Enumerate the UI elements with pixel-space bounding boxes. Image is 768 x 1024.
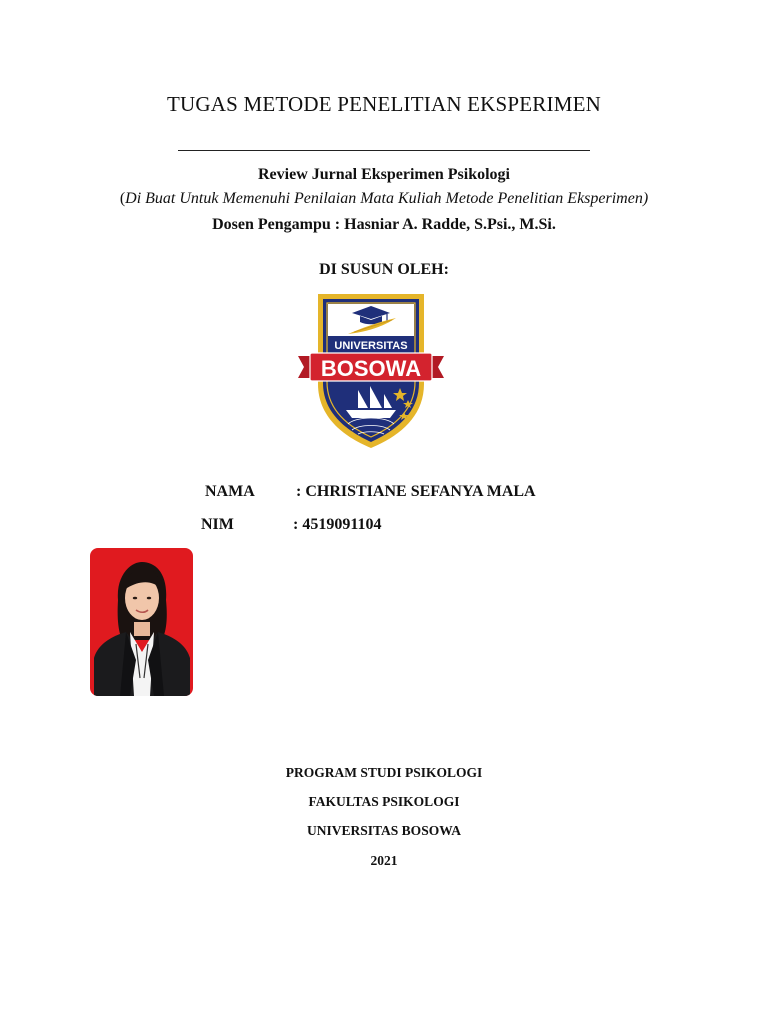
document-subtitle: Review Jurnal Eksperimen Psikologi bbox=[257, 166, 510, 183]
university-line: UNIVERSITAS BOSOWA bbox=[307, 823, 461, 838]
nim-value: : 4519091104 bbox=[293, 516, 382, 533]
name-label: NAMA bbox=[205, 483, 255, 500]
purpose-open-paren: ( bbox=[119, 190, 126, 207]
logo-top-text: UNIVERSITAS bbox=[334, 340, 408, 352]
faculty-line: FAKULTAS PSIKOLOGI bbox=[308, 794, 460, 809]
nim-label: NIM bbox=[201, 516, 234, 533]
title-underline bbox=[178, 150, 590, 151]
document-purpose bbox=[0, 190, 768, 208]
document-title: TUGAS METODE PENELITIAN EKSPERIMEN bbox=[167, 92, 601, 116]
compiled-by-label: DI SUSUN OLEH: bbox=[319, 261, 449, 278]
logo-main-text: BOSOWA bbox=[320, 356, 422, 381]
student-photo bbox=[90, 548, 193, 696]
purpose-text: Di Buat Untuk Memenuhi Penilaian Mata Kuliah Metode Penelitian Eksperimen) bbox=[125, 190, 649, 207]
lecturer-line: Dosen Pengampu : Hasniar A. Radde, S.Psi., M.Si. bbox=[212, 216, 556, 233]
university-logo bbox=[296, 292, 446, 450]
name-value: : CHRISTIANE SEFANYA MALA bbox=[296, 483, 536, 500]
year-line: 2021 bbox=[370, 853, 398, 868]
program-line: PROGRAM STUDI PSIKOLOGI bbox=[285, 765, 483, 780]
